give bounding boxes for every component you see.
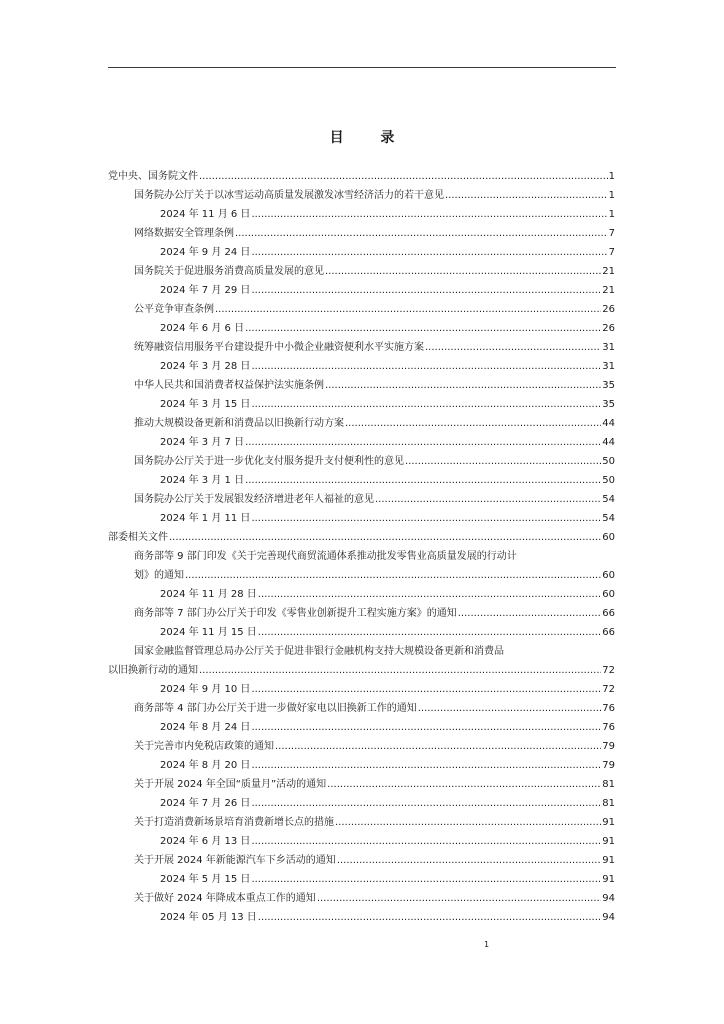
toc-entry-page: 72: [602, 665, 615, 676]
toc-entry-title: 2024 年 11 月 6 日: [160, 209, 251, 220]
toc-entry-title: 2024 年 3 月 15 日: [160, 399, 251, 410]
toc-leader-dots: [251, 683, 601, 696]
toc-entry-page: 44: [602, 418, 615, 429]
toc-leader-dots: [251, 208, 607, 221]
toc-entry-page: 79: [602, 760, 615, 771]
toc-entry-page: 21: [602, 266, 615, 277]
toc-entry-title: 2024 年 5 月 15 日: [160, 874, 251, 885]
toc-leader-dots: [405, 455, 601, 468]
toc-leader-dots: [325, 265, 601, 278]
toc-leader-dots: [245, 436, 601, 449]
toc-entry-title: 2024 年 11 月 28 日: [160, 589, 257, 600]
toc-leader-dots: [185, 569, 601, 582]
toc-entry[interactable]: [108, 392, 615, 411]
toc-entry-page: 91: [602, 817, 615, 828]
toc-entry-title: 2024 年 9 月 10 日: [160, 684, 251, 695]
toc-leader-dots: [169, 531, 601, 544]
toc-entry-page: 91: [602, 855, 615, 866]
toc-entry-page: 60: [602, 570, 615, 581]
toc-entry-title: 关于开展 2024 年全国“质量月”活动的通知: [134, 779, 327, 790]
toc-leader-dots: [345, 417, 601, 430]
toc-entry-title: 统筹融资信用服务平台建设提升中小微企业融资便利水平实施方案: [134, 342, 424, 353]
toc-entry[interactable]: [108, 259, 615, 278]
toc-entry[interactable]: [108, 582, 615, 601]
toc-entry-page: 66: [602, 608, 615, 619]
toc-entry[interactable]: [108, 544, 615, 563]
toc-entry-page: 35: [602, 380, 615, 391]
toc-entry-page: 1: [608, 190, 615, 201]
toc-entry-page: 60: [602, 589, 615, 600]
toc-entry-page: 76: [602, 703, 615, 714]
toc-entry-title: 中华人民共和国消费者权益保护法实施条例: [134, 380, 324, 391]
toc-entry-page: 7: [608, 228, 615, 239]
toc-leader-dots: [251, 284, 601, 297]
toc-leader-dots: [251, 512, 601, 525]
toc-entry[interactable]: [108, 449, 615, 468]
toc-entry-page: 54: [602, 513, 615, 524]
toc-entry-page: 81: [602, 798, 615, 809]
toc-leader-dots: [258, 626, 601, 639]
toc-entry-page: 91: [602, 874, 615, 885]
toc-entry-page: 1: [608, 171, 615, 182]
toc-entry[interactable]: [108, 563, 615, 582]
toc-leader-dots: [337, 854, 601, 867]
toc-entry-title: 2024 年 6 月 13 日: [160, 836, 251, 847]
toc-entry[interactable]: [108, 373, 615, 392]
toc-entry-page: 94: [602, 912, 615, 923]
toc-entry-title: 网络数据安全管理条例: [134, 228, 234, 239]
toc-entry-title: 2024 年 8 月 24 日: [160, 722, 251, 733]
toc-entry-page: 60: [602, 532, 615, 543]
toc-entry[interactable]: [108, 905, 615, 924]
toc-entry-title: 商务部等 7 部门办公厅关于印发《零售业创新提升工程实施方案》的通知: [134, 608, 457, 619]
toc-leader-dots: [317, 892, 601, 905]
toc-leader-dots: [235, 227, 608, 240]
toc-entry-page: 21: [602, 285, 615, 296]
toc-entry[interactable]: [108, 354, 615, 373]
toc-entry-page: 91: [602, 836, 615, 847]
toc-entry[interactable]: [108, 278, 615, 297]
toc-entry-title: 商务部等 9 部门印发《关于完善现代商贸流通体系推动批发零售业高质量发展的行动计: [134, 551, 517, 562]
toc-leader-dots: [335, 816, 601, 829]
toc-entry-page: 94: [602, 893, 615, 904]
toc-entry-title: 2024 年 11 月 15 日: [160, 627, 257, 638]
toc-entry-title: 关于打造消费新场景培育消费新增长点的措施: [134, 817, 334, 828]
toc-entry[interactable]: [108, 411, 615, 430]
toc-leader-dots: [251, 721, 601, 734]
toc-entry-title: 2024 年 8 月 20 日: [160, 760, 251, 771]
toc-entry[interactable]: [108, 791, 615, 810]
toc-entry-page: 72: [602, 684, 615, 695]
toc-entry[interactable]: [108, 297, 615, 316]
toc-entry-page: 79: [602, 741, 615, 752]
toc-entry-title: 以旧换新行动的通知: [108, 665, 198, 676]
toc-entry[interactable]: [108, 506, 615, 525]
toc-entry-title: 党中央、国务院文件: [108, 171, 198, 182]
toc-leader-dots: [325, 379, 601, 392]
toc-entry[interactable]: [108, 525, 615, 544]
toc-entry[interactable]: [108, 753, 615, 772]
toc-entry-title: 国家金融监督管理总局办公厅关于促进非银行金融机构支持大规模设备更新和消费品: [134, 646, 504, 657]
toc-entry-title: 部委相关文件: [108, 532, 168, 543]
toc-entry[interactable]: [108, 601, 615, 620]
toc-entry-page: 35: [602, 399, 615, 410]
toc-entry-title: 2024 年 6 月 6 日: [160, 323, 245, 334]
toc-entry[interactable]: [108, 316, 615, 335]
toc-leader-dots: [375, 493, 601, 506]
table-of-contents: [108, 164, 615, 924]
toc-leader-dots: [245, 322, 601, 335]
toc-entry-page: 50: [602, 475, 615, 486]
toc-entry[interactable]: [108, 164, 615, 183]
toc-entry[interactable]: [108, 696, 615, 715]
toc-entry[interactable]: [108, 829, 615, 848]
toc-entry-title: 2024 年 7 月 29 日: [160, 285, 251, 296]
toc-entry[interactable]: [108, 734, 615, 753]
toc-entry-page: 54: [602, 494, 615, 505]
toc-entry[interactable]: [108, 639, 615, 658]
toc-leader-dots: [251, 835, 601, 848]
header-rule: [108, 67, 616, 68]
toc-entry[interactable]: [108, 658, 615, 677]
toc-entry-page: 81: [602, 779, 615, 790]
toc-leader-dots: [215, 303, 601, 316]
toc-title: 目 录: [329, 130, 411, 146]
toc-entry-page: 26: [602, 323, 615, 334]
toc-entry-title: 2024 年 9 月 24 日: [160, 247, 251, 258]
toc-entry-page: 66: [602, 627, 615, 638]
toc-leader-dots: [199, 170, 608, 183]
toc-leader-dots: [445, 189, 608, 202]
toc-leader-dots: [418, 702, 602, 715]
toc-entry-title: 关于开展 2024 年新能源汽车下乡活动的通知: [134, 855, 336, 866]
toc-entry-page: 50: [602, 456, 615, 467]
toc-entry-page: 1: [608, 209, 615, 220]
toc-leader-dots: [251, 873, 601, 886]
toc-entry-page: 26: [602, 304, 615, 315]
toc-entry-title: 公平竞争审查条例: [134, 304, 214, 315]
toc-entry-title: 2024 年 3 月 1 日: [160, 475, 245, 486]
toc-entry-title: 2024 年 3 月 7 日: [160, 437, 245, 448]
toc-leader-dots: [251, 398, 601, 411]
toc-entry-title: 关于做好 2024 年降成本重点工作的通知: [134, 893, 316, 904]
toc-leader-dots: [458, 607, 602, 620]
toc-entry-title: 国务院办公厅关于进一步优化支付服务提升支付便利性的意见: [134, 456, 404, 467]
toc-entry[interactable]: [108, 430, 615, 449]
toc-entry-title: 推动大规模设备更新和消费品以旧换新行动方案: [134, 418, 344, 429]
toc-entry[interactable]: [108, 487, 615, 506]
toc-entry[interactable]: [108, 848, 615, 867]
toc-entry-title: 2024 年 7 月 26 日: [160, 798, 251, 809]
toc-entry[interactable]: [108, 810, 615, 829]
toc-entry-title: 商务部等 4 部门办公厅关于进一步做好家电以旧换新工作的通知: [134, 703, 417, 714]
toc-entry-page: 31: [602, 361, 615, 372]
toc-entry[interactable]: [108, 886, 615, 905]
toc-entry[interactable]: [108, 183, 615, 202]
toc-entry-title: 2024 年 1 月 11 日: [160, 513, 251, 524]
toc-entry[interactable]: [108, 677, 615, 696]
toc-entry-title: 国务院办公厅关于发展银发经济增进老年人福祉的意见: [134, 494, 374, 505]
toc-entry[interactable]: [108, 335, 615, 354]
toc-entry-page: 7: [608, 247, 615, 258]
toc-entry-title: 国务院关于促进服务消费高质量发展的意见: [134, 266, 324, 277]
toc-leader-dots: [327, 778, 601, 791]
toc-entry[interactable]: [108, 468, 615, 487]
toc-entry-title: 划》的通知: [134, 570, 184, 581]
toc-entry[interactable]: [108, 867, 615, 886]
toc-entry[interactable]: [108, 620, 615, 639]
toc-entry[interactable]: [108, 221, 615, 240]
toc-leader-dots: [251, 759, 601, 772]
toc-leader-dots: [199, 664, 601, 677]
toc-leader-dots: [275, 740, 601, 753]
toc-leader-dots: [258, 911, 601, 924]
toc-entry-title: 2024 年 05 月 13 日: [160, 912, 257, 923]
toc-leader-dots: [258, 588, 601, 601]
toc-entry-title: 关于完善市内免税店政策的通知: [134, 741, 274, 752]
toc-entry[interactable]: [108, 715, 615, 734]
page-number: 1: [484, 940, 490, 949]
toc-entry[interactable]: [108, 202, 615, 221]
toc-leader-dots: [251, 797, 601, 810]
toc-entry-page: 44: [602, 437, 615, 448]
toc-leader-dots: [425, 341, 601, 354]
toc-leader-dots: [251, 360, 601, 373]
toc-leader-dots: [245, 474, 601, 487]
toc-leader-dots: [251, 246, 607, 259]
toc-entry-title: 2024 年 3 月 28 日: [160, 361, 251, 372]
toc-entry[interactable]: [108, 240, 615, 259]
toc-entry-page: 76: [602, 722, 615, 733]
toc-entry-page: 31: [602, 342, 615, 353]
toc-entry-title: 国务院办公厅关于以冰雪运动高质量发展激发冰雪经济活力的若干意见: [134, 190, 444, 201]
toc-entry[interactable]: [108, 772, 615, 791]
